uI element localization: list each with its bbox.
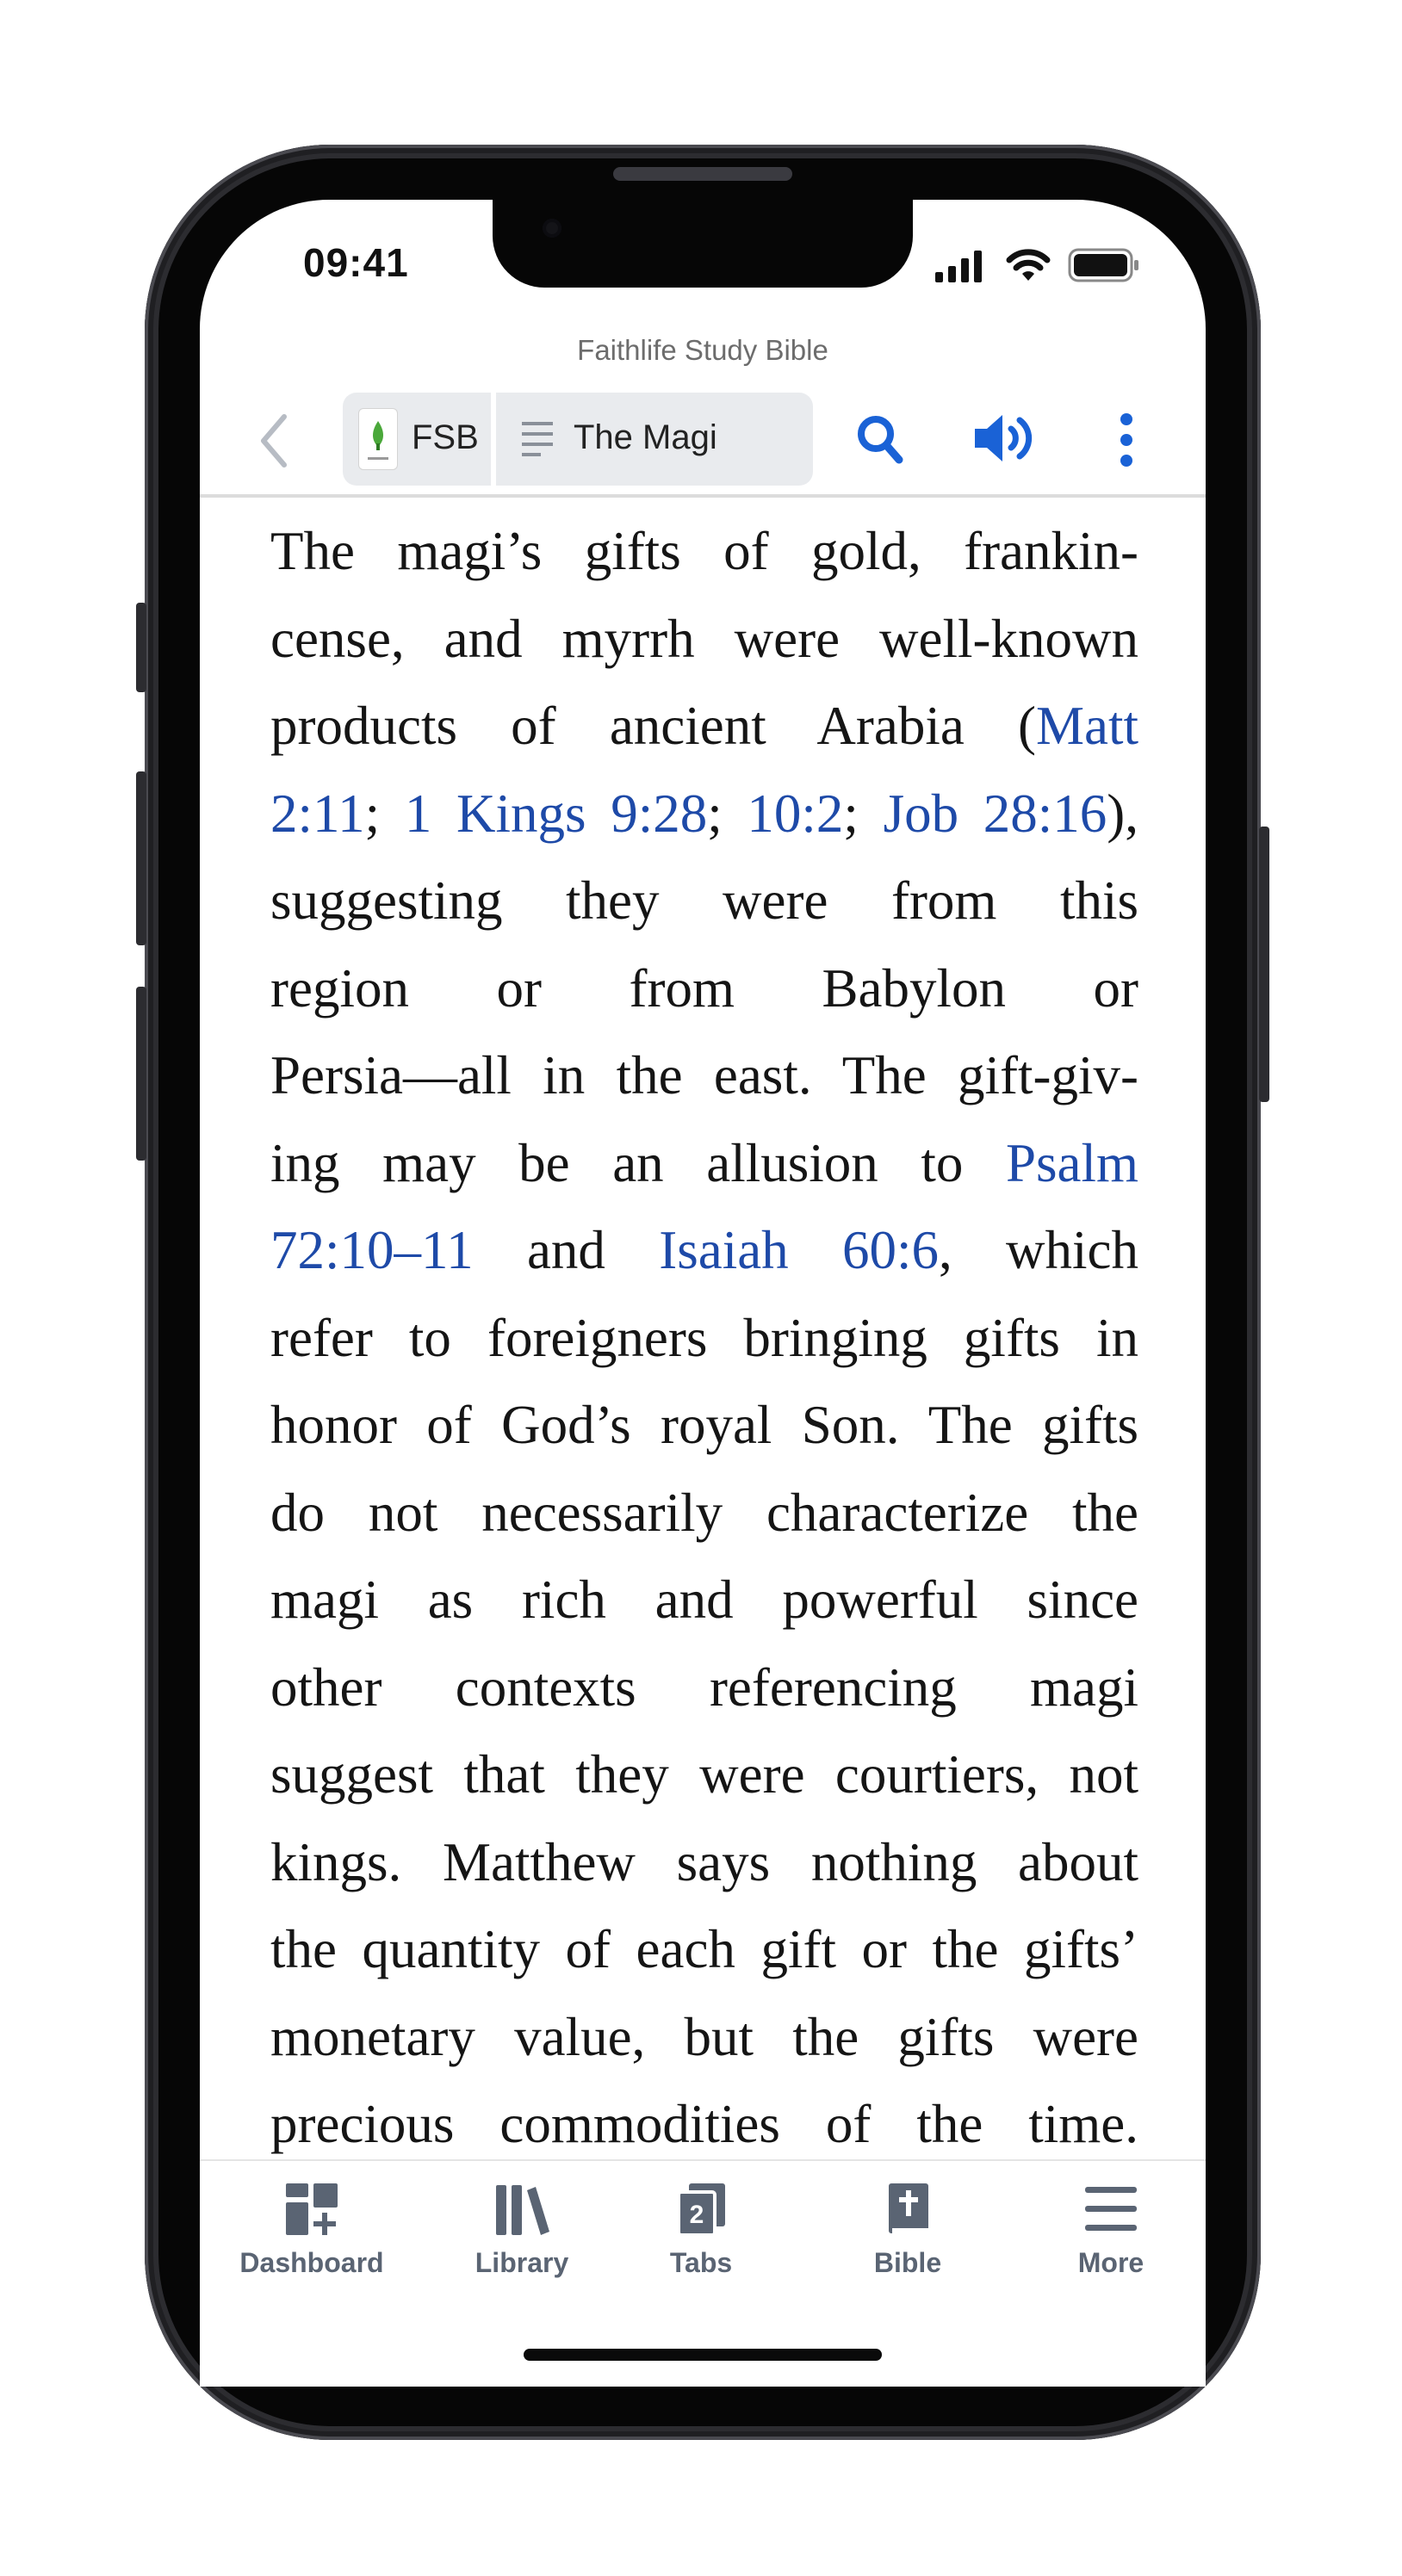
body-text: region or from Babylon or (270, 957, 1138, 1019)
library-icon (494, 2182, 549, 2237)
text-line (270, 1644, 1138, 1732)
scripture-reference-link[interactable]: Job 28:16 (883, 783, 1107, 844)
body-text: cense, and myrrh were well-known (270, 608, 1138, 669)
chip-divider (491, 393, 496, 486)
volume-down-button (136, 987, 146, 1161)
tab-library-label: Library (475, 2247, 569, 2278)
body-text: ; (364, 783, 405, 844)
bible-icon (880, 2182, 935, 2237)
wifi-icon (1006, 248, 1051, 282)
back-chevron-icon[interactable] (255, 410, 293, 472)
home-indicator (524, 2349, 882, 2361)
header-divider (200, 494, 1206, 498)
more-options-icon[interactable] (1114, 412, 1138, 468)
body-text: refer to foreigners bringing gifts in (270, 1307, 1138, 1368)
body-text: other contexts referencing magi (270, 1656, 1138, 1718)
tab-tabs-label: Tabs (669, 2247, 733, 2278)
silent-switch (136, 603, 146, 692)
volume-up-button (136, 771, 146, 945)
article-text (270, 508, 1138, 2158)
hamburger-menu-icon (1083, 2182, 1138, 2237)
text-line (270, 1032, 1138, 1120)
body-text: ing may be an allusion to (270, 1132, 1006, 1193)
body-text: precious commodities of the time. (270, 2094, 1138, 2154)
scripture-reference-link[interactable]: 2:11 (270, 783, 365, 844)
status-time: 09:41 (303, 240, 409, 285)
text-line (270, 945, 1138, 1033)
body-text: ; (707, 783, 748, 844)
resource-button[interactable]: FSB (412, 418, 479, 456)
text-line (270, 508, 1138, 596)
text-line (270, 1207, 1138, 1295)
battery-icon (1068, 248, 1142, 282)
body-text: do not necessarily characterize the (270, 1482, 1138, 1543)
body-text: ; (843, 783, 884, 844)
body-text: the quantity of each gift or the gifts’ (270, 1919, 1138, 1979)
tab-dashboard-label: Dashboard (239, 2247, 384, 2278)
body-text: kings. Matthew says nothing about (270, 1831, 1138, 1892)
section-button[interactable]: The Magi (574, 418, 717, 456)
text-line (270, 1731, 1138, 1819)
body-text: products of ancient Arabia ( (270, 696, 1036, 756)
body-text: Persia—all in the east. The gift-giv- (270, 1045, 1138, 1105)
tab-dashboard[interactable] (226, 2182, 398, 2279)
dashboard-icon (284, 2182, 339, 2237)
audio-speaker-icon[interactable] (973, 412, 1037, 465)
body-text: magi as rich and powerful since (270, 1570, 1138, 1630)
text-line (270, 1994, 1138, 2082)
text-line (270, 1470, 1138, 1557)
text-line (270, 1382, 1138, 1470)
tabs-count: 2 (689, 2201, 704, 2229)
notch (493, 200, 913, 288)
tab-more-label: More (1077, 2247, 1145, 2278)
scripture-reference-link[interactable]: Isaiah 60:6 (659, 1220, 939, 1280)
power-button (1259, 827, 1269, 1102)
body-text: suggesting they were from this (270, 870, 1138, 931)
tab-bible[interactable] (822, 2182, 994, 2279)
search-icon[interactable] (856, 413, 904, 465)
text-line (270, 2081, 1138, 2158)
scripture-reference-link[interactable]: 1 Kings 9:28 (404, 783, 708, 844)
body-text: ), (1107, 783, 1138, 844)
text-line (270, 1906, 1138, 1994)
tab-library[interactable] (436, 2182, 608, 2279)
body-text: suggest that they were courtiers, not (270, 1744, 1138, 1805)
scripture-reference-link[interactable]: Psalm (1005, 1132, 1138, 1193)
text-line (270, 1819, 1138, 1907)
text-line (270, 858, 1138, 945)
tab-more[interactable] (1025, 2182, 1197, 2279)
resource-cover-icon[interactable] (358, 408, 398, 470)
body-text: and (473, 1220, 660, 1280)
text-line (270, 1295, 1138, 1383)
body-text: monetary value, but the gifts were (270, 2006, 1138, 2067)
body-text: The magi’s gifts of gold, frankin- (270, 521, 1138, 581)
table-of-contents-icon (522, 420, 553, 460)
text-line (270, 771, 1138, 858)
cellular-signal-icon (935, 250, 983, 282)
front-camera (543, 219, 561, 238)
earpiece-speaker (613, 167, 792, 181)
tab-bible-label: Bible (873, 2247, 942, 2278)
scripture-reference-link[interactable]: 72:10–11 (270, 1220, 474, 1280)
body-text: , which (938, 1220, 1138, 1280)
scripture-reference-link[interactable]: Matt (1036, 696, 1138, 756)
tabs-icon (673, 2182, 729, 2237)
text-line (270, 1557, 1138, 1644)
scripture-reference-link[interactable]: 10:2 (747, 783, 844, 844)
text-line (270, 1120, 1138, 1208)
tab-tabs[interactable] (615, 2182, 787, 2279)
text-line (270, 596, 1138, 684)
resource-title: Faithlife Study Bible (577, 334, 828, 366)
text-line (270, 683, 1138, 771)
body-text: honor of God’s royal Son. The gifts (270, 1395, 1138, 1455)
